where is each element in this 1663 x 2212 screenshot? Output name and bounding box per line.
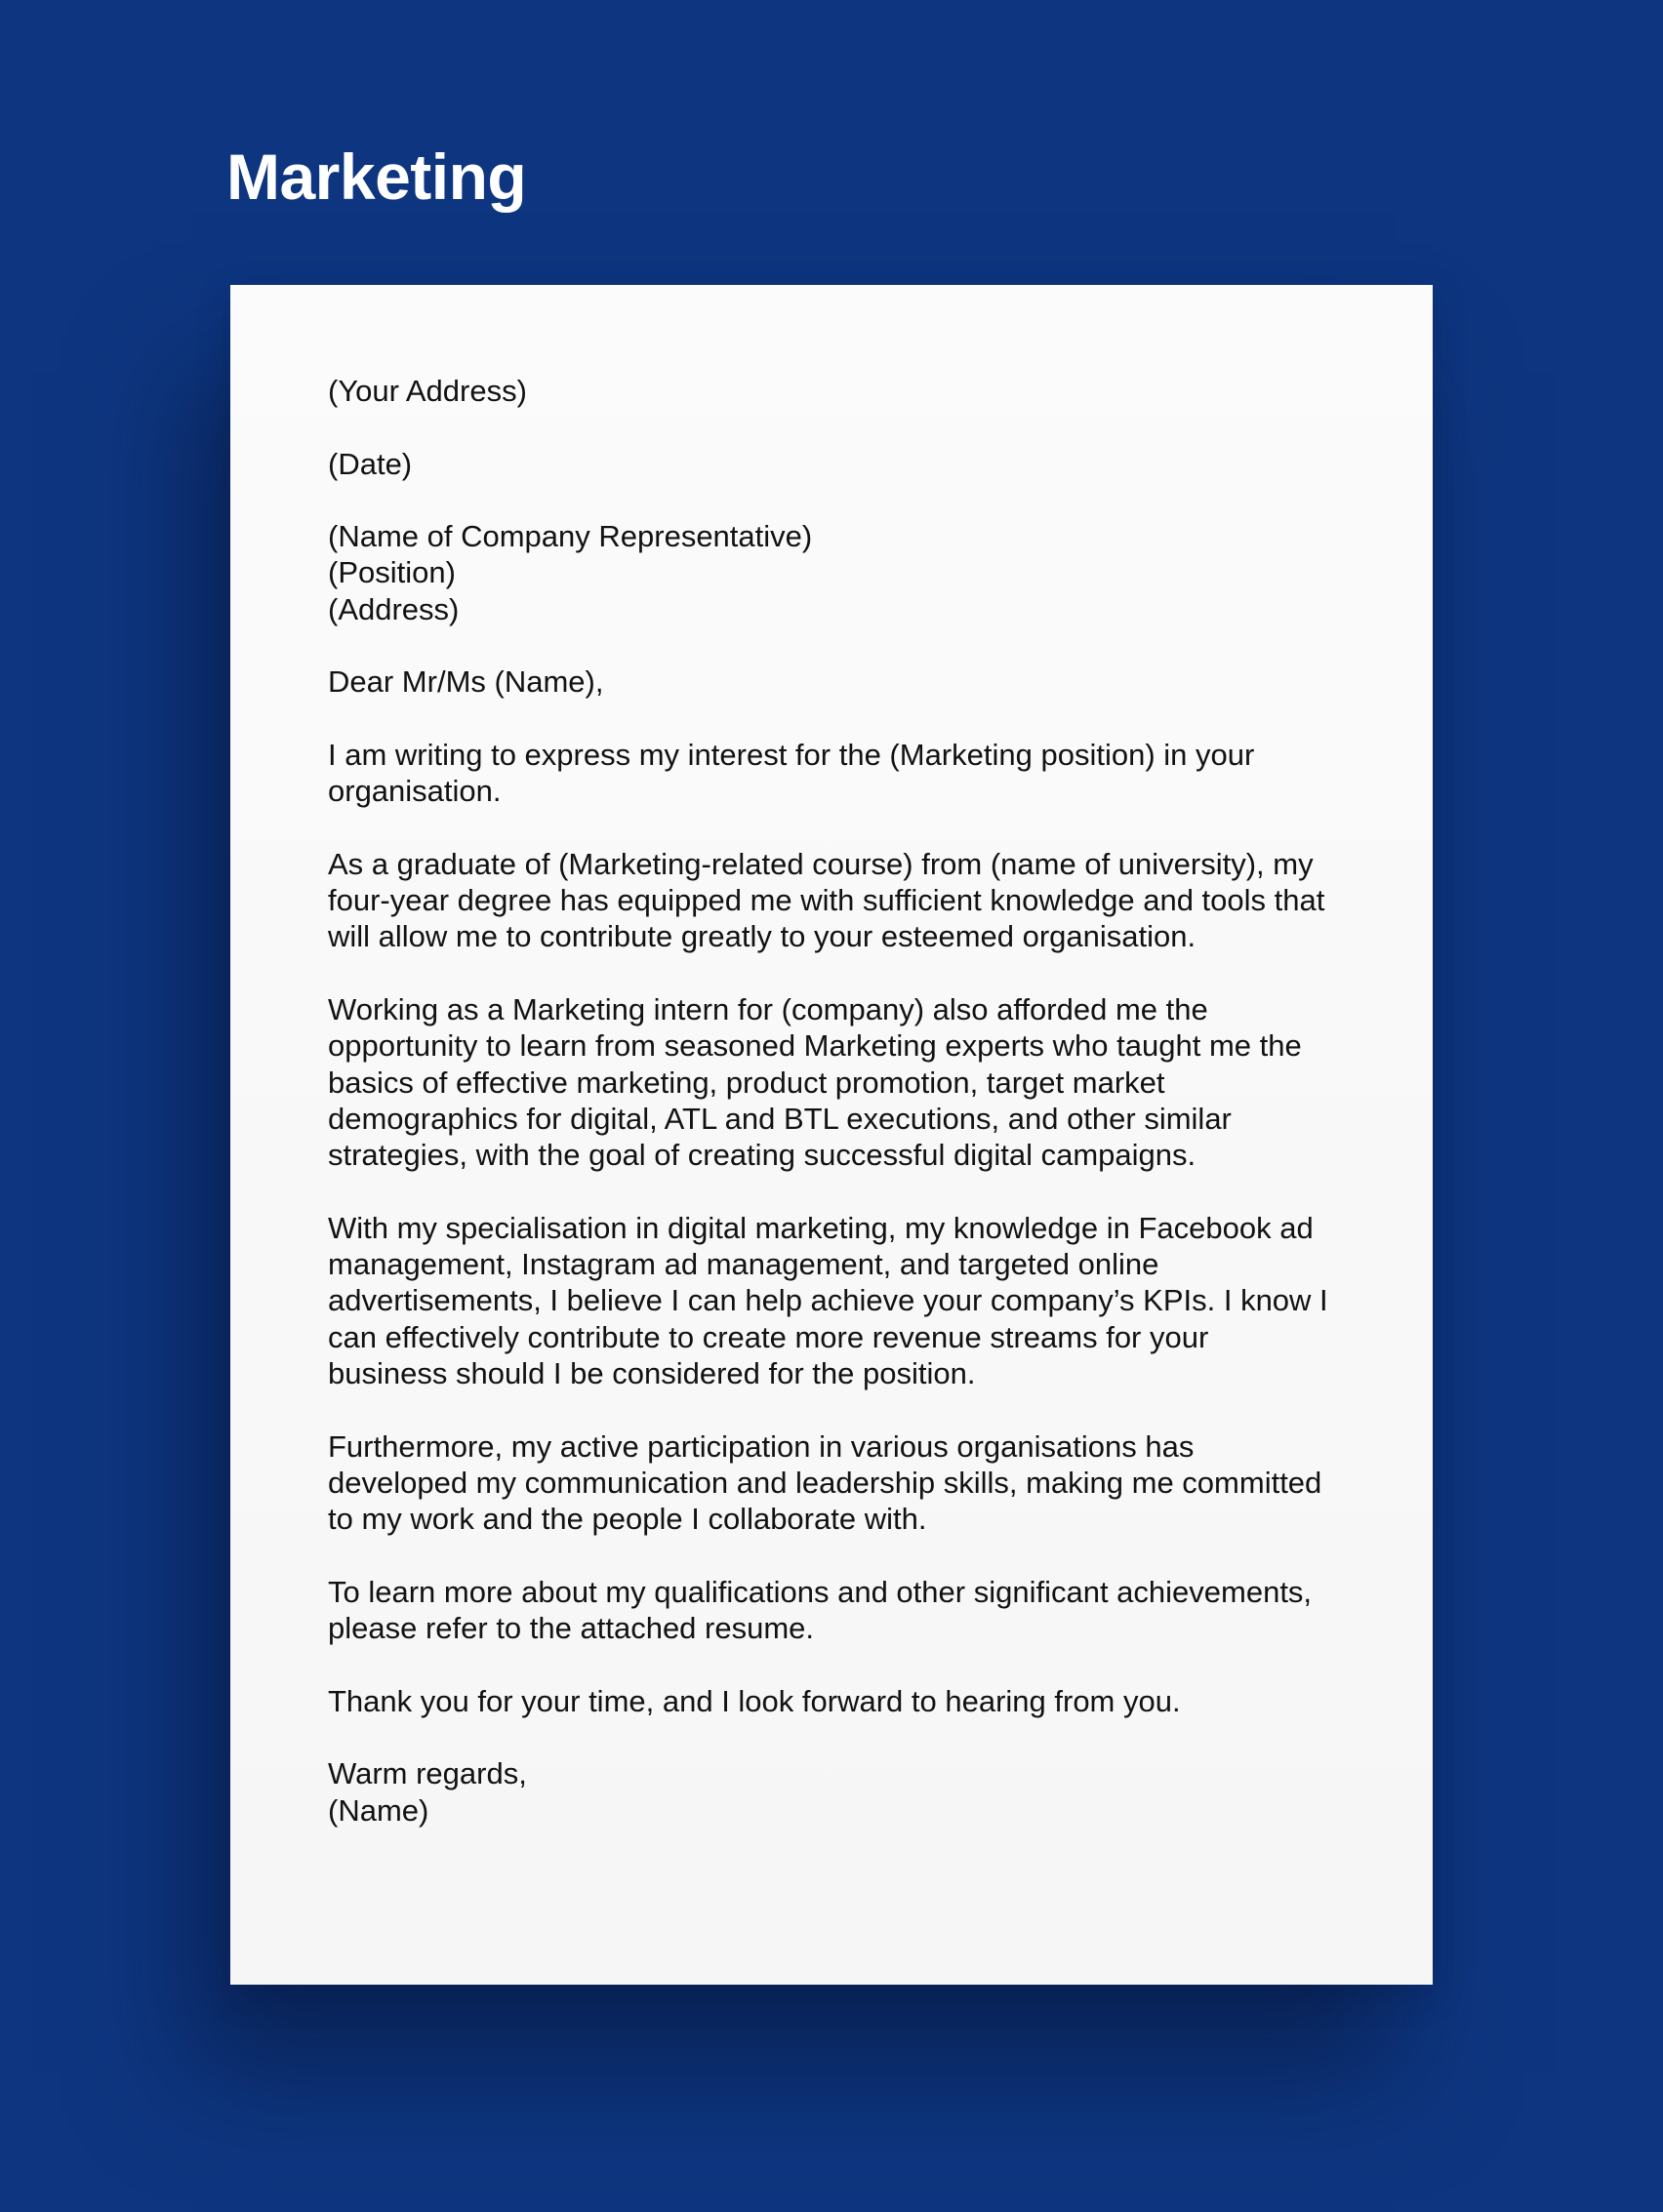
recipient-block (328, 518, 1335, 627)
letter-body (328, 373, 1335, 1829)
paragraph-skills: Furthermore, my active participation in various organisations has developed my communication and leadership skills, making me committed to my work and the people I collaborate with. (328, 1428, 1322, 1537)
recipient-address: (Address) (328, 591, 460, 626)
paragraph-thanks: Thank you for your time, and I look forward to hearing from you. (328, 1683, 1181, 1718)
recipient-name: (Name of Company Representative) (328, 519, 813, 554)
closing: Warm regards, (328, 1756, 527, 1791)
paragraph-specialisation: With my specialisation in digital marketing, my knowledge in Facebook ad management, Instagram ad management, and targeted online advertisements, I believe I can help achieve your company’s KPIs. I know I can effectively contribute to create more revenue streams for your business should I be considered for the position. (328, 1210, 1328, 1391)
recipient-position: (Position) (328, 555, 456, 590)
sender-address: (Your Address) (328, 374, 527, 408)
letter-sheet (230, 285, 1433, 1985)
paragraph-education: As a graduate of (Marketing-related course) from (name of university), my four-year degree has equipped me with sufficient knowledge and tools that will allow me to contribute greatly to your esteemed organisation. (328, 846, 1325, 954)
signature-name: (Name) (328, 1792, 429, 1828)
paragraph-internship: Working as a Marketing intern for (company) also afforded me the opportunity to learn from seasoned Marketing experts who taught me the basics of effective marketing, product promotion, target market demographics for digital, ATL and BTL executions, and other similar strategies, with the goal of creating successful digital campaigns. (328, 992, 1302, 1173)
page-title: Marketing (226, 141, 527, 213)
paragraph-intro: I am writing to express my interest for the (Marketing position) in your organisation. (328, 737, 1255, 809)
salutation: Dear Mr/Ms (Name), (328, 664, 604, 700)
paragraph-resume: To learn more about my qualifications and other significant achievements, please refer to the attached resume. (328, 1574, 1313, 1646)
letter-date: (Date) (328, 446, 413, 481)
closing-block (328, 1755, 1335, 1829)
